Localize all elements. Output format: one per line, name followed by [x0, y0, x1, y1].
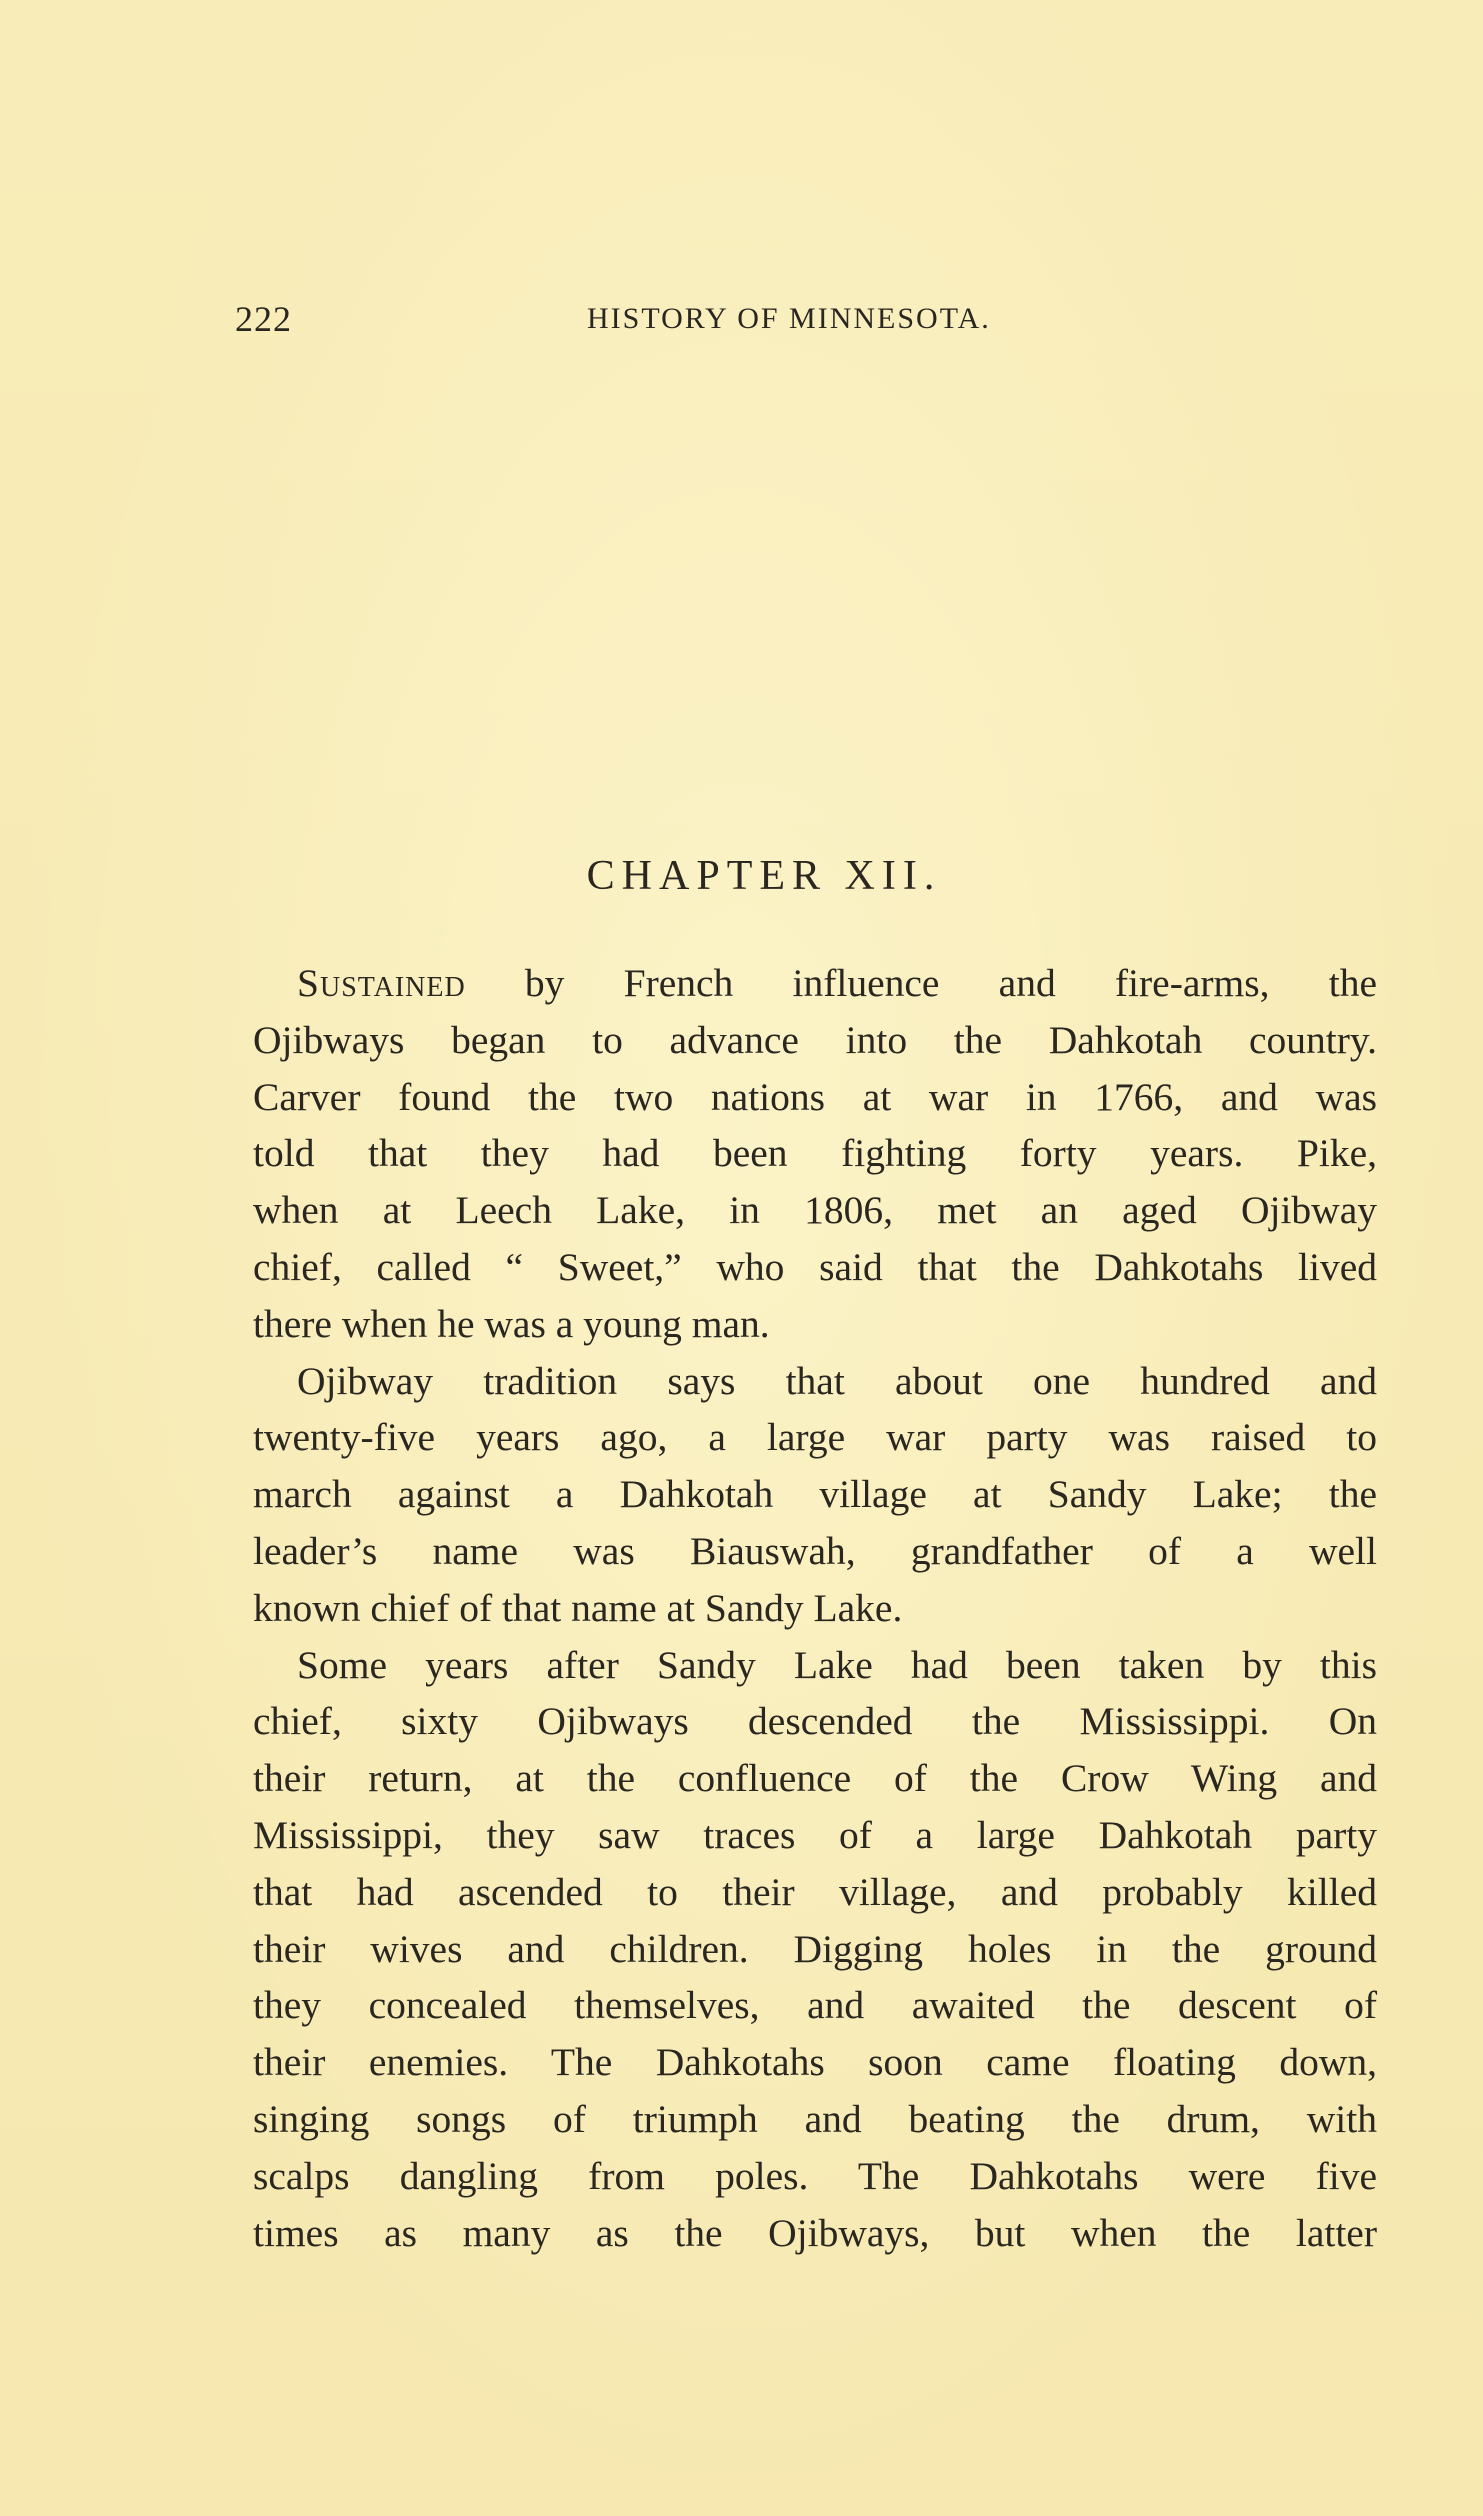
text-line: chief, sixty Ojibways descended the Mississippi. On: [253, 1699, 1377, 1744]
text-line: Ojibway tradition says that about one hundred and: [297, 1358, 1377, 1403]
text-line: they concealed themselves, and awaited the descent of: [253, 1983, 1377, 2028]
text-line: when at Leech Lake, in 1806, met an aged Ojibway: [253, 1188, 1377, 1233]
chapter-text: [253, 955, 1377, 2261]
running-head: [0, 298, 1483, 342]
page-number: 222: [235, 299, 292, 339]
text-line: their return, at the confluence of the Crow Wing and: [253, 1756, 1377, 1801]
text-line: chief, called “ Sweet,” who said that the Dahkotahs lived: [253, 1244, 1377, 1289]
text-line: their wives and children. Digging holes in the ground: [253, 1926, 1377, 1971]
text-line: singing songs of triumph and beating the drum, with: [253, 2096, 1377, 2141]
text-line: Carver found the two nations at war in 1766, and was: [253, 1074, 1377, 1119]
text-line: Some years after Sandy Lake had been taken by this: [297, 1642, 1377, 1687]
text-line: their enemies. The Dahkotahs soon came floating down,: [253, 2040, 1377, 2085]
text-line: leader’s name was Biauswah, grandfather of a well: [253, 1528, 1377, 1573]
running-title: HISTORY OF MINNESOTA.: [587, 302, 991, 335]
text-line: told that they had been fighting forty years. Pike,: [253, 1131, 1377, 1176]
text-line: that had ascended to their village, and probably killed: [253, 1869, 1377, 1914]
text-line: Ojibways began to advance into the Dahkotah country.: [253, 1017, 1377, 1062]
text-line: march against a Dahkotah village at Sandy Lake; the: [253, 1472, 1377, 1517]
text-line: Mississippi, they saw traces of a large Dahkotah party: [253, 1812, 1377, 1857]
text-line: [253, 955, 1377, 1012]
lead-word: Sustained: [297, 961, 466, 1005]
text-line: scalps dangling from poles. The Dahkotahs were five: [253, 2153, 1377, 2198]
text-line: there when he was a young man.: [253, 1301, 770, 1346]
text-line: times as many as the Ojibways, but when the latter: [253, 2210, 1377, 2255]
chapter-heading: CHAPTER XII.: [586, 853, 942, 899]
text-line: known chief of that name at Sandy Lake.: [253, 1585, 903, 1630]
text-line: twenty-five years ago, a large war party was raised to: [253, 1415, 1377, 1460]
line-text: by French influence and fire-arms, the: [465, 961, 1377, 1005]
